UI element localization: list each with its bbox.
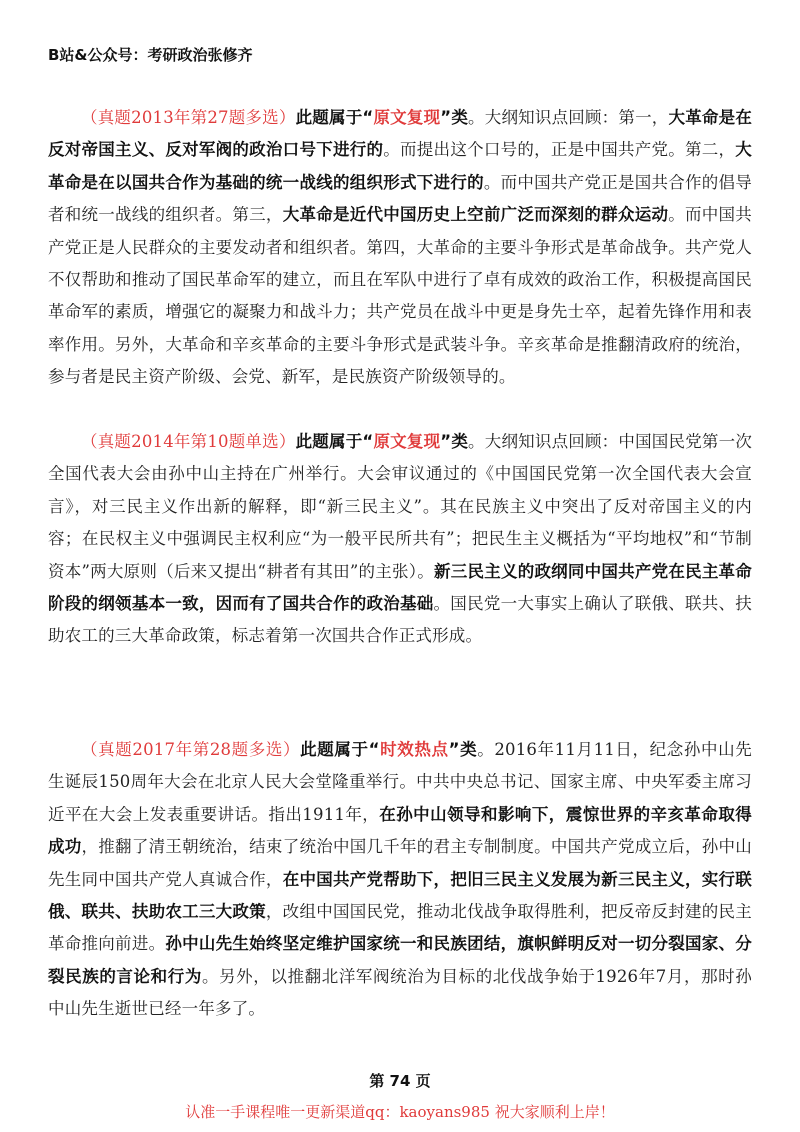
category-quote-open: “ <box>362 432 374 451</box>
category-intro: 此题属于 <box>300 740 369 759</box>
page-header: B站&公众号：考研政治张修齐 <box>48 46 253 64</box>
question-tag-open: （ <box>81 740 99 759</box>
category-quote-close: ” <box>448 740 460 759</box>
body-text: ，推翻了清王朝统治，结束了统治中国几千年的君主专制制度。中国共产党成立后，孙中山先生同中国共产党人真诚合作， <box>48 837 752 889</box>
body-text: 。国民党一大事实上确认了联俄、联共、扶助农工的三大革命政策，标志着第一次国共合作正式形成。 <box>48 594 752 646</box>
question-tag-close: ） <box>283 740 301 759</box>
body-text: 。而中国共产党正是国共合作的倡导者和统一战线的组织者。第三， <box>48 172 753 225</box>
key-point: 大革命是在反对帝国主义、反对军阀的政治口号下进行的 <box>48 108 753 160</box>
body-text: 。大纲知识点回顾：第一， <box>468 108 669 127</box>
question-tag: 真题2017年第28题多选 <box>98 740 284 759</box>
question-tag-close: ） <box>278 432 296 451</box>
key-point: 在孙中山领导和影响下，震惊世界的辛亥革命取得成功 <box>48 804 752 857</box>
key-point: 大革命是近代中国历史上空前广泛而深刻的群众运动 <box>282 205 669 225</box>
body-text: 。另外，以推翻北洋军阀统治为目标的北伐战争始于1926年7月，那时孙中山先生逝世已经一年多了。 <box>48 966 752 1019</box>
question-tag-open: （ <box>81 432 98 451</box>
category-suffix: 类 <box>451 432 469 451</box>
category-quote-close: ” <box>440 432 452 451</box>
key-point: 新三民主义的政纲同中国共产党在民主革命阶段的纲领基本一致，因而有了国共合作的政治基础 <box>48 561 752 614</box>
body-text: 。2016年11月11日，纪念孙中山先生诞辰150周年大会在北京人民大会堂隆重举行。中共中央总书记、国家主席、中央军委主席习近平在大会上发表重要讲话。指出1911年， <box>48 740 752 824</box>
question-tag-open: （ <box>81 108 98 127</box>
category-suffix: 类 <box>459 740 478 759</box>
body-text: 。大纲知识点回顾：中国国民党第一次全国代表大会由孙中山主持在广州举行。大会审议通过的《中国国民党第一次全国代表大会宣言》，对三民主义作出新的解释，即“新三民主义”。其在民族主义中突出了反对帝国主义的内容；在民权主义中强调民主权利应“为一般平民所共有”；把民生主义概括为“平均地权”和“节制资本”两大原则（后来又提出“耕者有其田”的主张）。 <box>48 432 753 581</box>
category-intro: 此题属于 <box>295 108 363 127</box>
question-paragraph-2017-28 <box>48 734 752 1026</box>
footer-notice: 认准一手课程唯一更新渠道qq：kaoyans985 祝大家顺利上岸！ <box>185 1103 615 1121</box>
category-label: 原文复现 <box>373 108 441 127</box>
page-number: 第 74 页 <box>369 1072 431 1090</box>
body-text: ，改组中国国民党，推动北伐战争取得胜利，把反帝反封建的民主革命推向前进。 <box>48 902 752 954</box>
category-label: 原文复现 <box>373 432 441 451</box>
key-point: 孙中山先生始终坚定维护国家统一和民族团结，旗帜鲜明反对一切分裂国家、分裂民族的言论和行为 <box>48 934 752 986</box>
question-paragraph-2013-27 <box>48 102 752 394</box>
category-suffix: 类 <box>451 108 469 127</box>
body-text: 。而提出这个口号的，正是中国共产党。第二， <box>383 140 736 160</box>
category-intro: 此题属于 <box>295 432 363 451</box>
body-text: 。而中国共产党正是人民群众的主要发动者和组织者。第四，大革命的主要斗争形式是革命战争。共产党人不仅帮助和推动了国民革命军的建立，而且在军队中进行了卓有成效的政治工作，积极提高国民革命军的素质，增强它的凝聚力和战斗力；共产党员在战斗中更是身先士卒，起着先锋作用和表率作用。另外，大革命和辛亥革命的主要斗争形式是武装斗争。辛亥革命是推翻清政府的统治，参与者是民主资产阶级、会党、新军，是民族资产阶级领导的。 <box>48 205 752 387</box>
category-quote-open: “ <box>362 108 374 127</box>
question-paragraph-2014-10 <box>48 426 752 653</box>
category-quote-open: “ <box>368 740 380 759</box>
category-quote-close: ” <box>440 108 452 127</box>
question-tag: 真题2013年第27题多选 <box>97 108 279 127</box>
question-tag-close: ） <box>278 108 296 127</box>
key-point: 大革命是在以国共合作为基础的统一战线的组织形式下进行的 <box>48 140 752 192</box>
key-point: 在中国共产党帮助下，把旧三民主义发展为新三民主义，实行联俄、联共、扶助农工三大政策 <box>48 869 752 922</box>
question-tag: 真题2014年第10题单选 <box>97 432 279 451</box>
category-label: 时效热点 <box>379 740 449 759</box>
